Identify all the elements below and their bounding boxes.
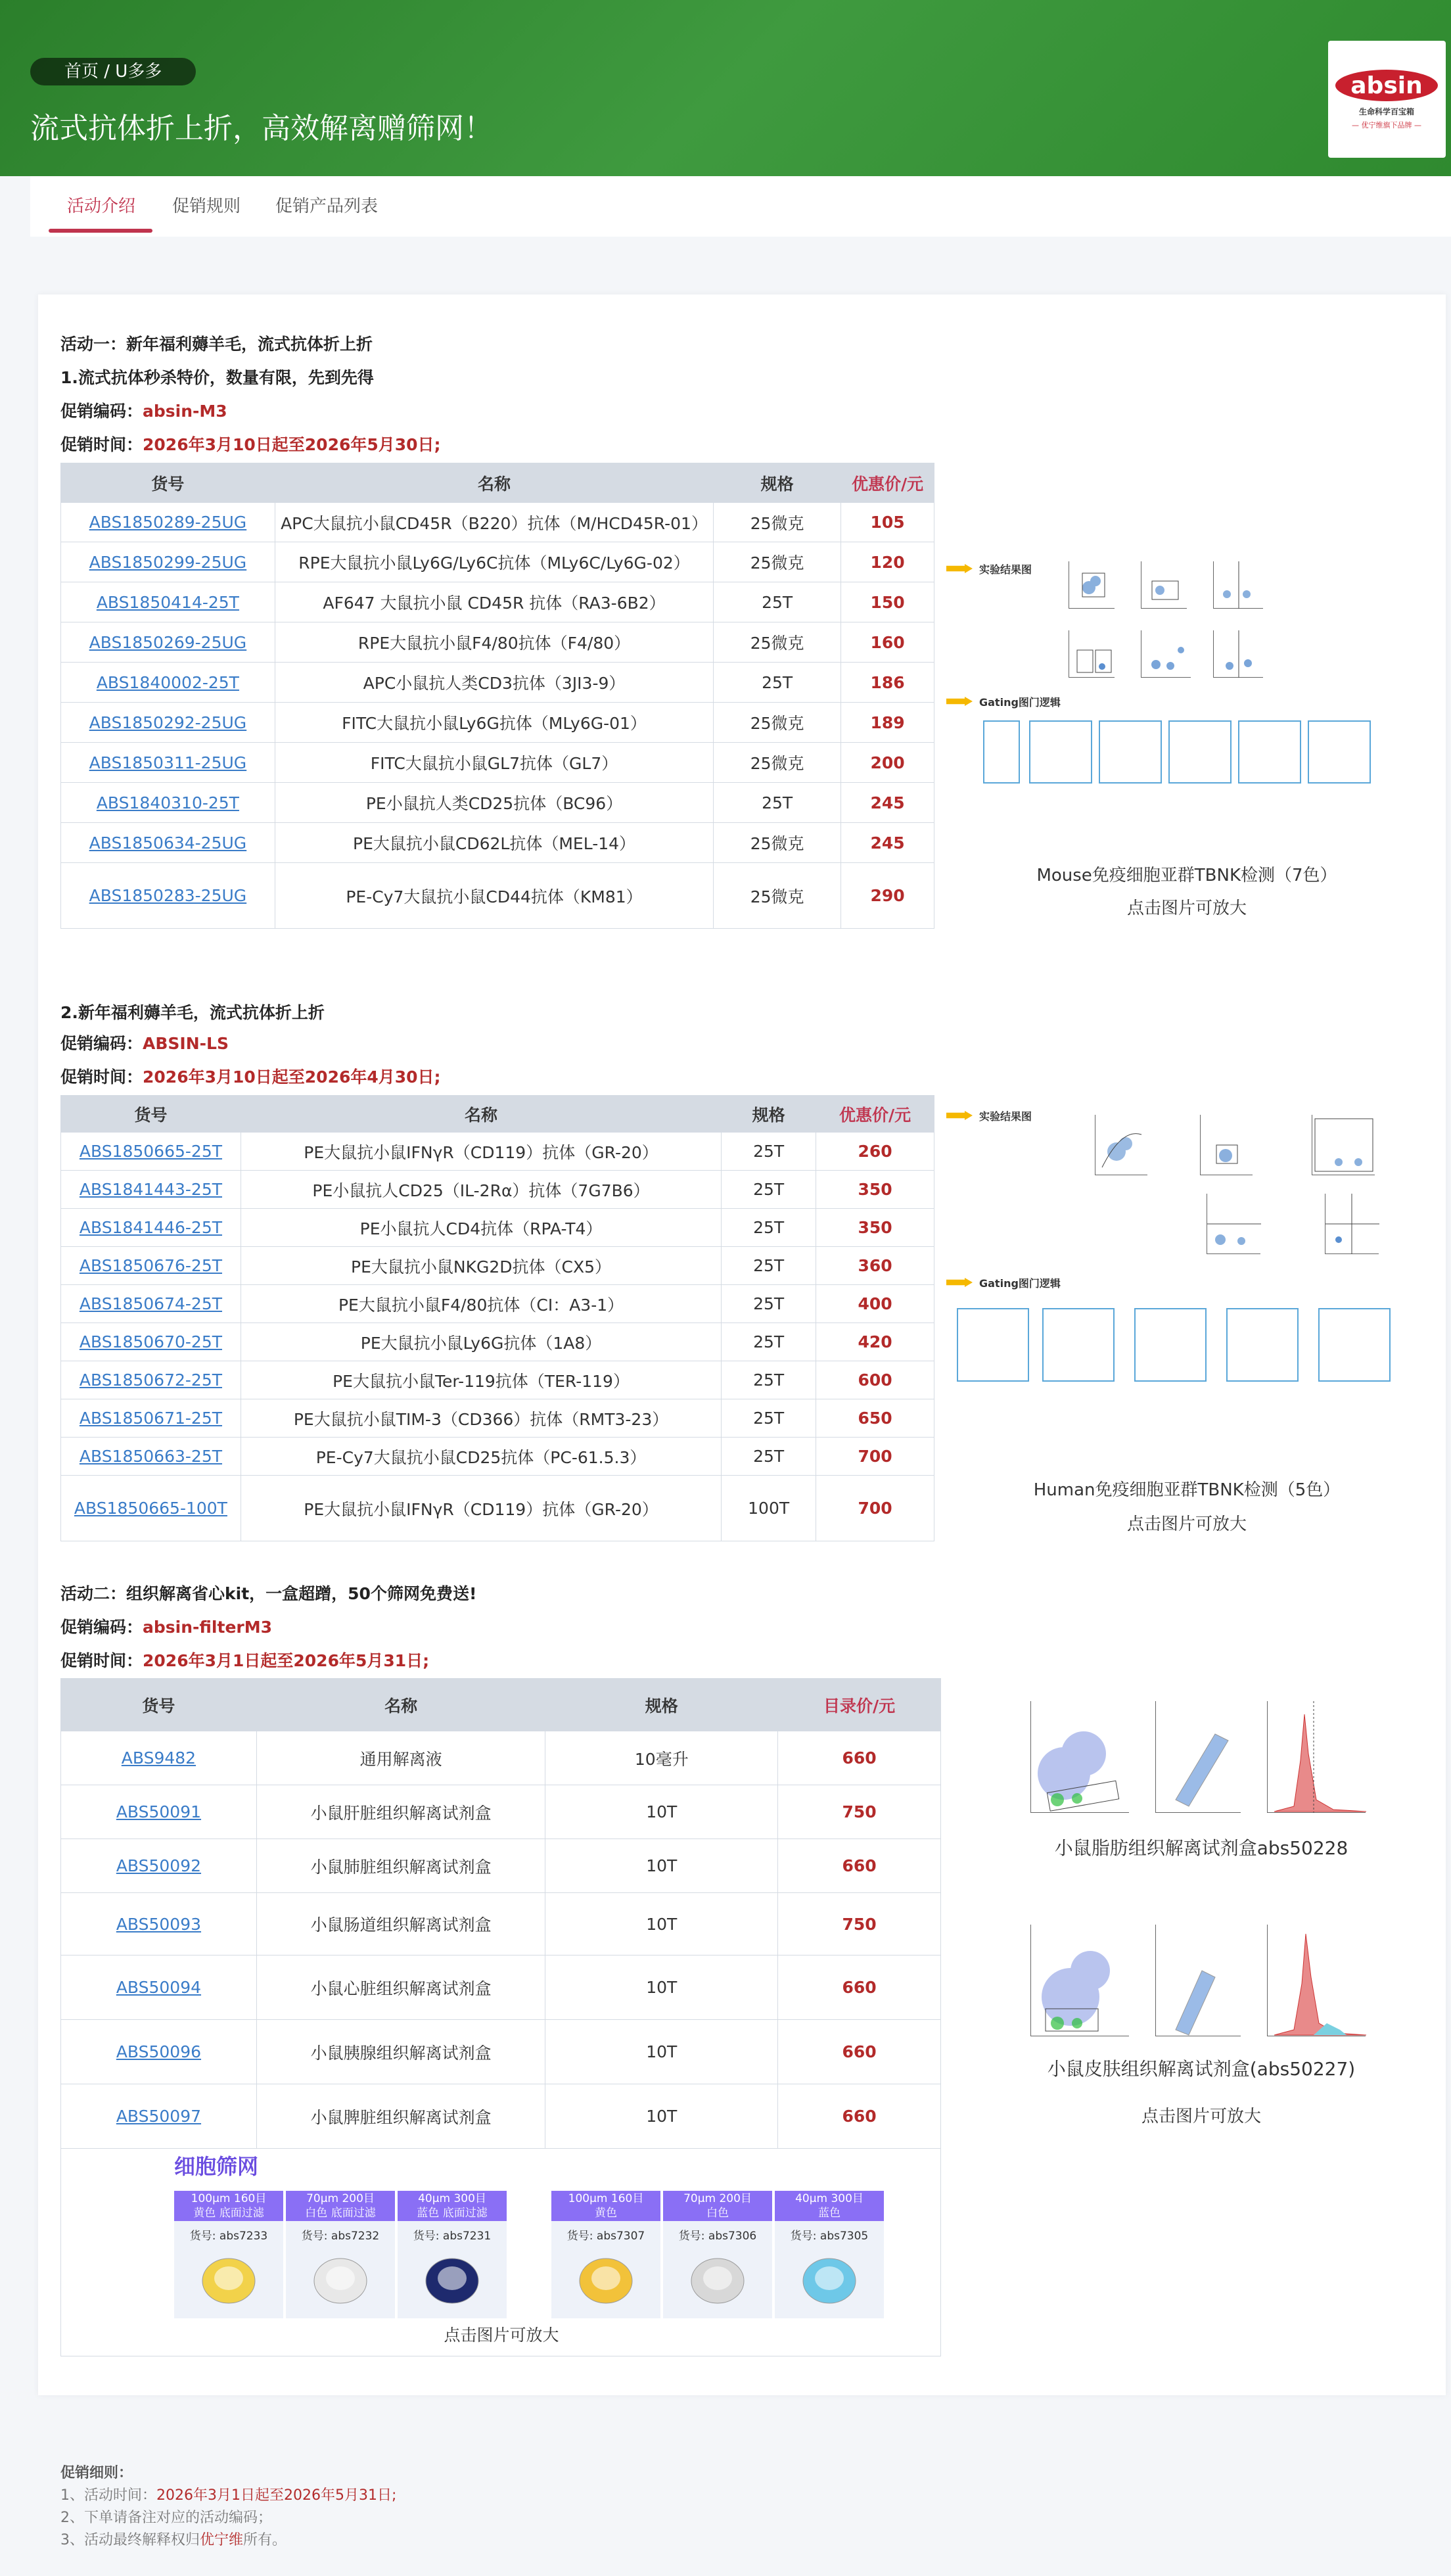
dot-plot [1155,1701,1241,1813]
product-name: PE大鼠抗小鼠Ly6G抗体（1A8） [241,1323,721,1361]
product-sku-link[interactable]: ABS1850665-100T [74,1499,227,1518]
cell-strainer-icon [308,2248,373,2307]
human-figure-caption: Human免疫细胞亚群TBNK检测（5色） [1033,1480,1341,1500]
product-price: 160 [841,622,934,663]
col-price: 优惠价/元 [816,1096,934,1133]
product-sku-link[interactable]: ABS50093 [116,1914,202,1934]
product-spec: 25T [722,1247,816,1285]
strainer-spec: 100μm 160目 黄色 [551,2191,660,2221]
cell-strainer-icon [685,2248,750,2307]
act2-time-value: 2026年3月1日起至2026年5月31日; [143,1651,430,1670]
product-sku-link[interactable]: ABS1840310-25T [96,793,239,812]
table-row [61,703,934,743]
rules-line-3: 3、活动最终解释权归优宁维所有。 [60,2532,287,2548]
product-sku-link[interactable]: ABS1850672-25T [79,1370,223,1390]
product-name: RPE大鼠抗小鼠Ly6G/Ly6C抗体（MLy6C/Ly6G-02） [275,542,713,582]
product-price: 290 [841,863,934,929]
product-sku-link[interactable]: ABS1850676-25T [79,1256,223,1275]
act1-heading: 活动一：新年福利薅羊毛，流式抗体折上折 [60,335,373,354]
product-sku-link[interactable]: ABS1850671-25T [79,1409,223,1428]
table-row [61,1323,934,1361]
product-name: PE小鼠抗人类CD25抗体（BC96） [275,783,713,823]
product-spec: 100T [722,1476,816,1541]
product-spec: 10T [545,1785,778,1839]
product-price: 200 [841,743,934,783]
product-name: FITC大鼠抗小鼠GL7抗体（GL7） [275,743,713,783]
product-name: PE大鼠抗小鼠NKG2D抗体（CX5） [241,1247,721,1285]
product-name: 小鼠心脏组织解离试剂盒 [256,1955,545,2020]
product-sku-link[interactable]: ABS1841443-25T [79,1180,223,1199]
product-price: 660 [778,1839,941,1893]
active-tab-underline [49,229,152,233]
dot-plot [1069,630,1115,678]
table-row [61,743,934,783]
dot-plot [1312,1115,1375,1175]
rules-line-2: 2、下单请备注对应的活动编码； [60,2510,272,2526]
act2-time: 促销时间：2026年3月1日起至2026年5月31日; [60,1651,430,1670]
product-sku-link[interactable]: ABS1850292-25UG [89,713,247,732]
product-price: 105 [841,503,934,542]
logo-sub2: — 优宁维旗下品牌 — [1352,121,1421,129]
strainer-spec: 40μm 300目 蓝色 底面过滤 [398,2191,507,2221]
product-name: 小鼠肺脏组织解离试剂盒 [256,1839,545,1893]
promo-rules [38,2425,1446,2576]
col-price: 目录价/元 [778,1679,941,1731]
product-spec: 10T [545,2020,778,2084]
table-row [61,1955,941,2020]
product-sku-link[interactable]: ABS1840002-25T [96,672,239,692]
product-sku-link[interactable]: ABS50094 [116,1978,202,1997]
table-row [61,783,934,823]
product-sku-link[interactable]: ABS9482 [121,1748,196,1768]
dot-plot [1213,561,1263,609]
act2-table [60,1678,941,2149]
product-price: 600 [816,1361,934,1399]
tab-bar [30,176,1451,237]
mouse-figure-caption: Mouse免疫细胞亚群TBNK检测（7色） [1036,866,1337,885]
filter-hint: 点击图片可放大 [444,2326,559,2345]
mouse-figure-hint: 点击图片可放大 [1126,899,1247,918]
act1-time: 促销时间：2026年3月10日起至2026年5月30日; [60,435,441,454]
col-sku: 货号 [61,463,275,503]
act1b-time-value: 2026年3月10日起至2026年4月30日; [143,1067,441,1087]
dot-plot [1141,561,1187,609]
product-price: 700 [816,1438,934,1476]
tab-promo-products[interactable]: 促销产品列表 [275,197,379,216]
adipose-caption: 小鼠脂肪组织解离试剂盒abs50228 [1054,1837,1348,1859]
product-spec: 25T [722,1323,816,1361]
breadcrumb[interactable]: 首页 / U多多 [30,58,196,85]
product-price: 660 [778,2020,941,2084]
product-sku-link[interactable]: ABS1850269-25UG [89,632,247,652]
product-name: PE大鼠抗小鼠F4/80抗体（CI：A3-1） [241,1285,721,1323]
act1-time-value: 2026年3月10日起至2026年5月30日; [143,435,441,454]
strainer-code: 货号: abs7232 [301,2230,380,2243]
strainer-code: 货号: abs7233 [189,2230,268,2243]
act2-code-value: absin-filterM3 [143,1618,273,1637]
table-row [61,1399,934,1438]
dot-plot [1095,1115,1147,1175]
table-row [61,823,934,863]
cell-strainer-item[interactable] [775,2191,884,2318]
strainer-code: 货号: abs7307 [566,2230,645,2243]
product-name: PE大鼠抗小鼠TIM-3（CD366）抗体（RMT3-23） [241,1399,721,1438]
product-spec: 25微克 [714,503,841,542]
strainer-code: 货号: abs7231 [413,2230,492,2243]
product-name: RPE大鼠抗小鼠F4/80抗体（F4/80） [275,622,713,663]
col-name: 名称 [241,1096,721,1133]
cell-strainer-icon [573,2248,639,2307]
arrow-icon [946,1278,973,1287]
product-sku-link[interactable]: ABS50091 [116,1802,202,1821]
strainer-spec: 40μm 300目 蓝色 [775,2191,884,2221]
product-spec: 10T [545,2084,778,2149]
act2-code: 促销编码：absin-filterM3 [60,1618,273,1637]
mouse-tbnk-figure[interactable] [944,548,1430,805]
table-row [61,2020,941,2084]
gating-label: Gating图门逻辑 [979,696,1061,709]
product-sku-link[interactable]: ABS1850283-25UG [89,886,247,905]
product-sku-link[interactable]: ABS1850299-25UG [89,552,247,572]
act1b-heading: 2.新年福利薅羊毛，流式抗体折上折 [60,1003,325,1022]
product-price: 186 [841,663,934,703]
rules-line-1: 1、活动时间：2026年3月1日起至2026年5月31日; [60,2487,397,2504]
act1b-time: 促销时间：2026年3月10日起至2026年4月30日; [60,1067,441,1087]
product-price: 120 [841,542,934,582]
product-price: 189 [841,703,934,743]
gating-box [1238,720,1301,784]
product-spec: 25微克 [714,823,841,863]
product-price: 245 [841,783,934,823]
product-sku-link[interactable]: ABS1850634-25UG [89,833,247,853]
product-name: 小鼠肝脏组织解离试剂盒 [256,1785,545,1839]
cell-strainer-item[interactable] [398,2191,507,2318]
product-name: PE大鼠抗小鼠IFNγR（CD119）抗体（GR-20） [241,1133,721,1171]
table-row [61,1247,934,1285]
cell-strainer-item[interactable] [174,2191,283,2318]
col-price: 优惠价/元 [841,463,934,503]
product-spec: 25微克 [714,542,841,582]
table-row [61,863,934,929]
product-sku-link[interactable]: ABS1850414-25T [96,592,239,612]
table-row [61,1209,934,1247]
filter-title: 细胞筛网 [174,2154,259,2179]
adipose-figure[interactable] [991,1695,1412,1826]
col-sku: 货号 [61,1679,257,1731]
gating-box [1134,1308,1207,1382]
dot-plot [1155,1925,1241,2036]
product-spec: 25T [722,1209,816,1247]
product-price: 245 [841,823,934,863]
product-price: 700 [816,1476,934,1541]
dot-plot [1030,1925,1129,2036]
product-spec: 25微克 [714,743,841,783]
product-name: APC小鼠抗人类CD3抗体（3JI3-9） [275,663,713,703]
dot-plot [1325,1194,1379,1254]
product-price: 350 [816,1171,934,1209]
col-name: 名称 [256,1679,545,1731]
product-name: PE小鼠抗人CD25（IL-2Rα）抗体（7G7B6） [241,1171,721,1209]
table-row [61,582,934,622]
product-name: APC大鼠抗小鼠CD45R（B220）抗体（M/HCD45R-01） [275,503,713,542]
act1-code: 促销编码：absin-M3 [60,402,227,421]
product-sku-link[interactable]: ABS1850311-25UG [89,753,247,772]
act2-heading: 活动二：组织解离省心kit，一盒超蹭，50个筛网免费送! [60,1584,477,1603]
strainer-spec: 70μm 200目 白色 底面过滤 [286,2191,395,2221]
gating-box [1308,720,1371,784]
product-spec: 25T [722,1133,816,1171]
strainer-code: 货号: abs7306 [678,2230,757,2243]
product-price: 260 [816,1133,934,1171]
product-sku-link[interactable]: ABS50097 [116,2107,202,2126]
product-name: 小鼠胰腺组织解离试剂盒 [256,2020,545,2084]
product-spec: 10毫升 [545,1731,778,1785]
skin-figure[interactable] [991,1918,1412,2043]
human-tbnk-figure[interactable] [944,1095,1440,1430]
product-price: 660 [778,1731,941,1785]
table-row [61,2084,941,2149]
product-price: 750 [778,1785,941,1839]
product-price: 650 [816,1399,934,1438]
arrow-icon [946,1111,973,1120]
cell-strainer-item[interactable] [551,2191,660,2318]
histogram [1267,1701,1366,1813]
act1-table [60,463,934,929]
cell-strainer-icon [419,2248,485,2307]
col-sku: 货号 [61,1096,241,1133]
act2-figure-hint: 点击图片可放大 [1141,2107,1261,2126]
product-spec: 10T [545,1955,778,2020]
dot-plot [1030,1701,1129,1813]
product-spec: 25微克 [714,703,841,743]
table-row [61,1133,934,1171]
product-spec: 25T [722,1285,816,1323]
gating-box [1318,1308,1391,1382]
product-name: 通用解离液 [256,1731,545,1785]
product-sku-link[interactable]: ABS1850289-25UG [89,513,247,532]
product-spec: 25T [722,1399,816,1438]
act1b-table [60,1095,934,1541]
product-name: FITC大鼠抗小鼠Ly6G抗体（MLy6G-01） [275,703,713,743]
act1b-code-value: ABSIN-LS [143,1034,229,1053]
dot-plot [1200,1115,1253,1175]
gating-label: Gating图门逻辑 [979,1277,1061,1290]
gating-box [983,720,1020,784]
product-sku-link[interactable]: ABS50092 [116,1856,202,1875]
cell-strainer-icon [196,2248,262,2307]
logo-sub1: 生命科学百宝箱 [1358,107,1415,116]
brand-logo[interactable] [1328,41,1446,158]
product-price: 750 [778,1893,941,1955]
gating-box [1168,720,1232,784]
strainer-spec: 100μm 160目 黄色 底面过滤 [174,2191,283,2221]
col-spec: 规格 [722,1096,816,1133]
table-row [61,1285,934,1323]
brand-name: 优宁维 [200,2532,244,2548]
arrow-icon [946,697,973,706]
cell-strainer-icon [796,2248,862,2307]
human-figure-hint: 点击图片可放大 [1126,1514,1247,1534]
product-price: 420 [816,1323,934,1361]
act1-code-value: absin-M3 [143,402,227,421]
product-name: PE-Cy7大鼠抗小鼠CD44抗体（KM81） [275,863,713,929]
result-label: 实验结果图 [979,563,1032,576]
logo-text: absin [1350,72,1423,99]
skin-caption: 小鼠皮肤组织解离试剂盒(abs50227) [1047,2058,1356,2080]
product-spec: 25微克 [714,863,841,929]
product-spec: 25T [714,663,841,703]
table-row [61,1476,934,1541]
product-spec: 25T [714,783,841,823]
cell-strainer-item[interactable] [286,2191,395,2318]
result-label: 实验结果图 [979,1110,1032,1123]
hero-banner [0,0,1451,176]
product-name: 小鼠肠道组织解离试剂盒 [256,1893,545,1955]
product-name: PE-Cy7大鼠抗小鼠CD25抗体（PC-61.5.3） [241,1438,721,1476]
table-row [61,1731,941,1785]
dot-plot [1213,630,1263,678]
table-row [61,1785,941,1839]
table-row [61,663,934,703]
strainer-spec: 70μm 200目 白色 [663,2191,772,2221]
col-spec: 规格 [714,463,841,503]
product-price: 660 [778,2084,941,2149]
product-sku-link[interactable]: ABS50096 [116,2042,202,2061]
product-spec: 25T [722,1171,816,1209]
product-price: 350 [816,1209,934,1247]
tab-promo-rules[interactable]: 促销规则 [172,197,241,216]
product-spec: 10T [545,1893,778,1955]
table-row [61,542,934,582]
product-spec: 25T [722,1361,816,1399]
product-name: PE大鼠抗小鼠Ter-119抗体（TER-119） [241,1361,721,1399]
rules-title: 促销细则： [60,2465,133,2481]
table-row [61,1171,934,1209]
product-name: AF647 大鼠抗小鼠 CD45R 抗体（RA3-6B2） [275,582,713,622]
tab-activity-intro[interactable]: 活动介绍 [67,197,136,216]
dot-plot [1207,1194,1260,1254]
act1-subheading: 1.流式抗体秒杀特价，数量有限，先到先得 [60,368,374,387]
product-spec: 10T [545,1839,778,1893]
table-row [61,1438,934,1476]
table-row [61,1893,941,1955]
page-title: 流式抗体折上折，高效解离赠筛网！ [30,112,493,145]
product-name: PE小鼠抗人CD4抗体（RPA-T4） [241,1209,721,1247]
gating-box [1226,1308,1299,1382]
histogram [1267,1925,1366,2036]
product-spec: 25T [722,1438,816,1476]
dot-plot [1141,630,1191,678]
product-price: 660 [778,1955,941,2020]
cell-strainer-item[interactable] [663,2191,772,2318]
col-name: 名称 [275,463,713,503]
product-name: PE大鼠抗小鼠CD62L抗体（MEL-14） [275,823,713,863]
product-sku-link[interactable]: ABS1850665-25T [79,1142,223,1161]
table-row [61,503,934,542]
filter-promo-box[interactable] [60,2146,941,2356]
table-row [61,1839,941,1893]
table-row [61,622,934,663]
product-price: 360 [816,1247,934,1285]
product-sku-link[interactable]: ABS1850674-25T [79,1294,223,1313]
product-sku-link[interactable]: ABS1850670-25T [79,1332,223,1351]
gating-box [957,1308,1029,1382]
table-row [61,1361,934,1399]
act1b-code: 促销编码：ABSIN-LS [60,1034,229,1053]
activity-card [38,294,1446,2395]
col-spec: 规格 [545,1679,778,1731]
product-spec: 25T [714,582,841,622]
product-sku-link[interactable]: ABS1850663-25T [79,1447,223,1466]
gating-box [1029,720,1092,784]
strainer-code: 货号: abs7305 [790,2230,869,2243]
arrow-icon [946,564,973,573]
dot-plot [1069,561,1115,609]
product-price: 400 [816,1285,934,1323]
product-name: 小鼠脾脏组织解离试剂盒 [256,2084,545,2149]
product-sku-link[interactable]: ABS1841446-25T [79,1218,223,1237]
gating-box [1099,720,1162,784]
product-name: PE大鼠抗小鼠IFNγR（CD119）抗体（GR-20） [241,1476,721,1541]
product-price: 150 [841,582,934,622]
product-spec: 25微克 [714,622,841,663]
gating-box [1042,1308,1115,1382]
